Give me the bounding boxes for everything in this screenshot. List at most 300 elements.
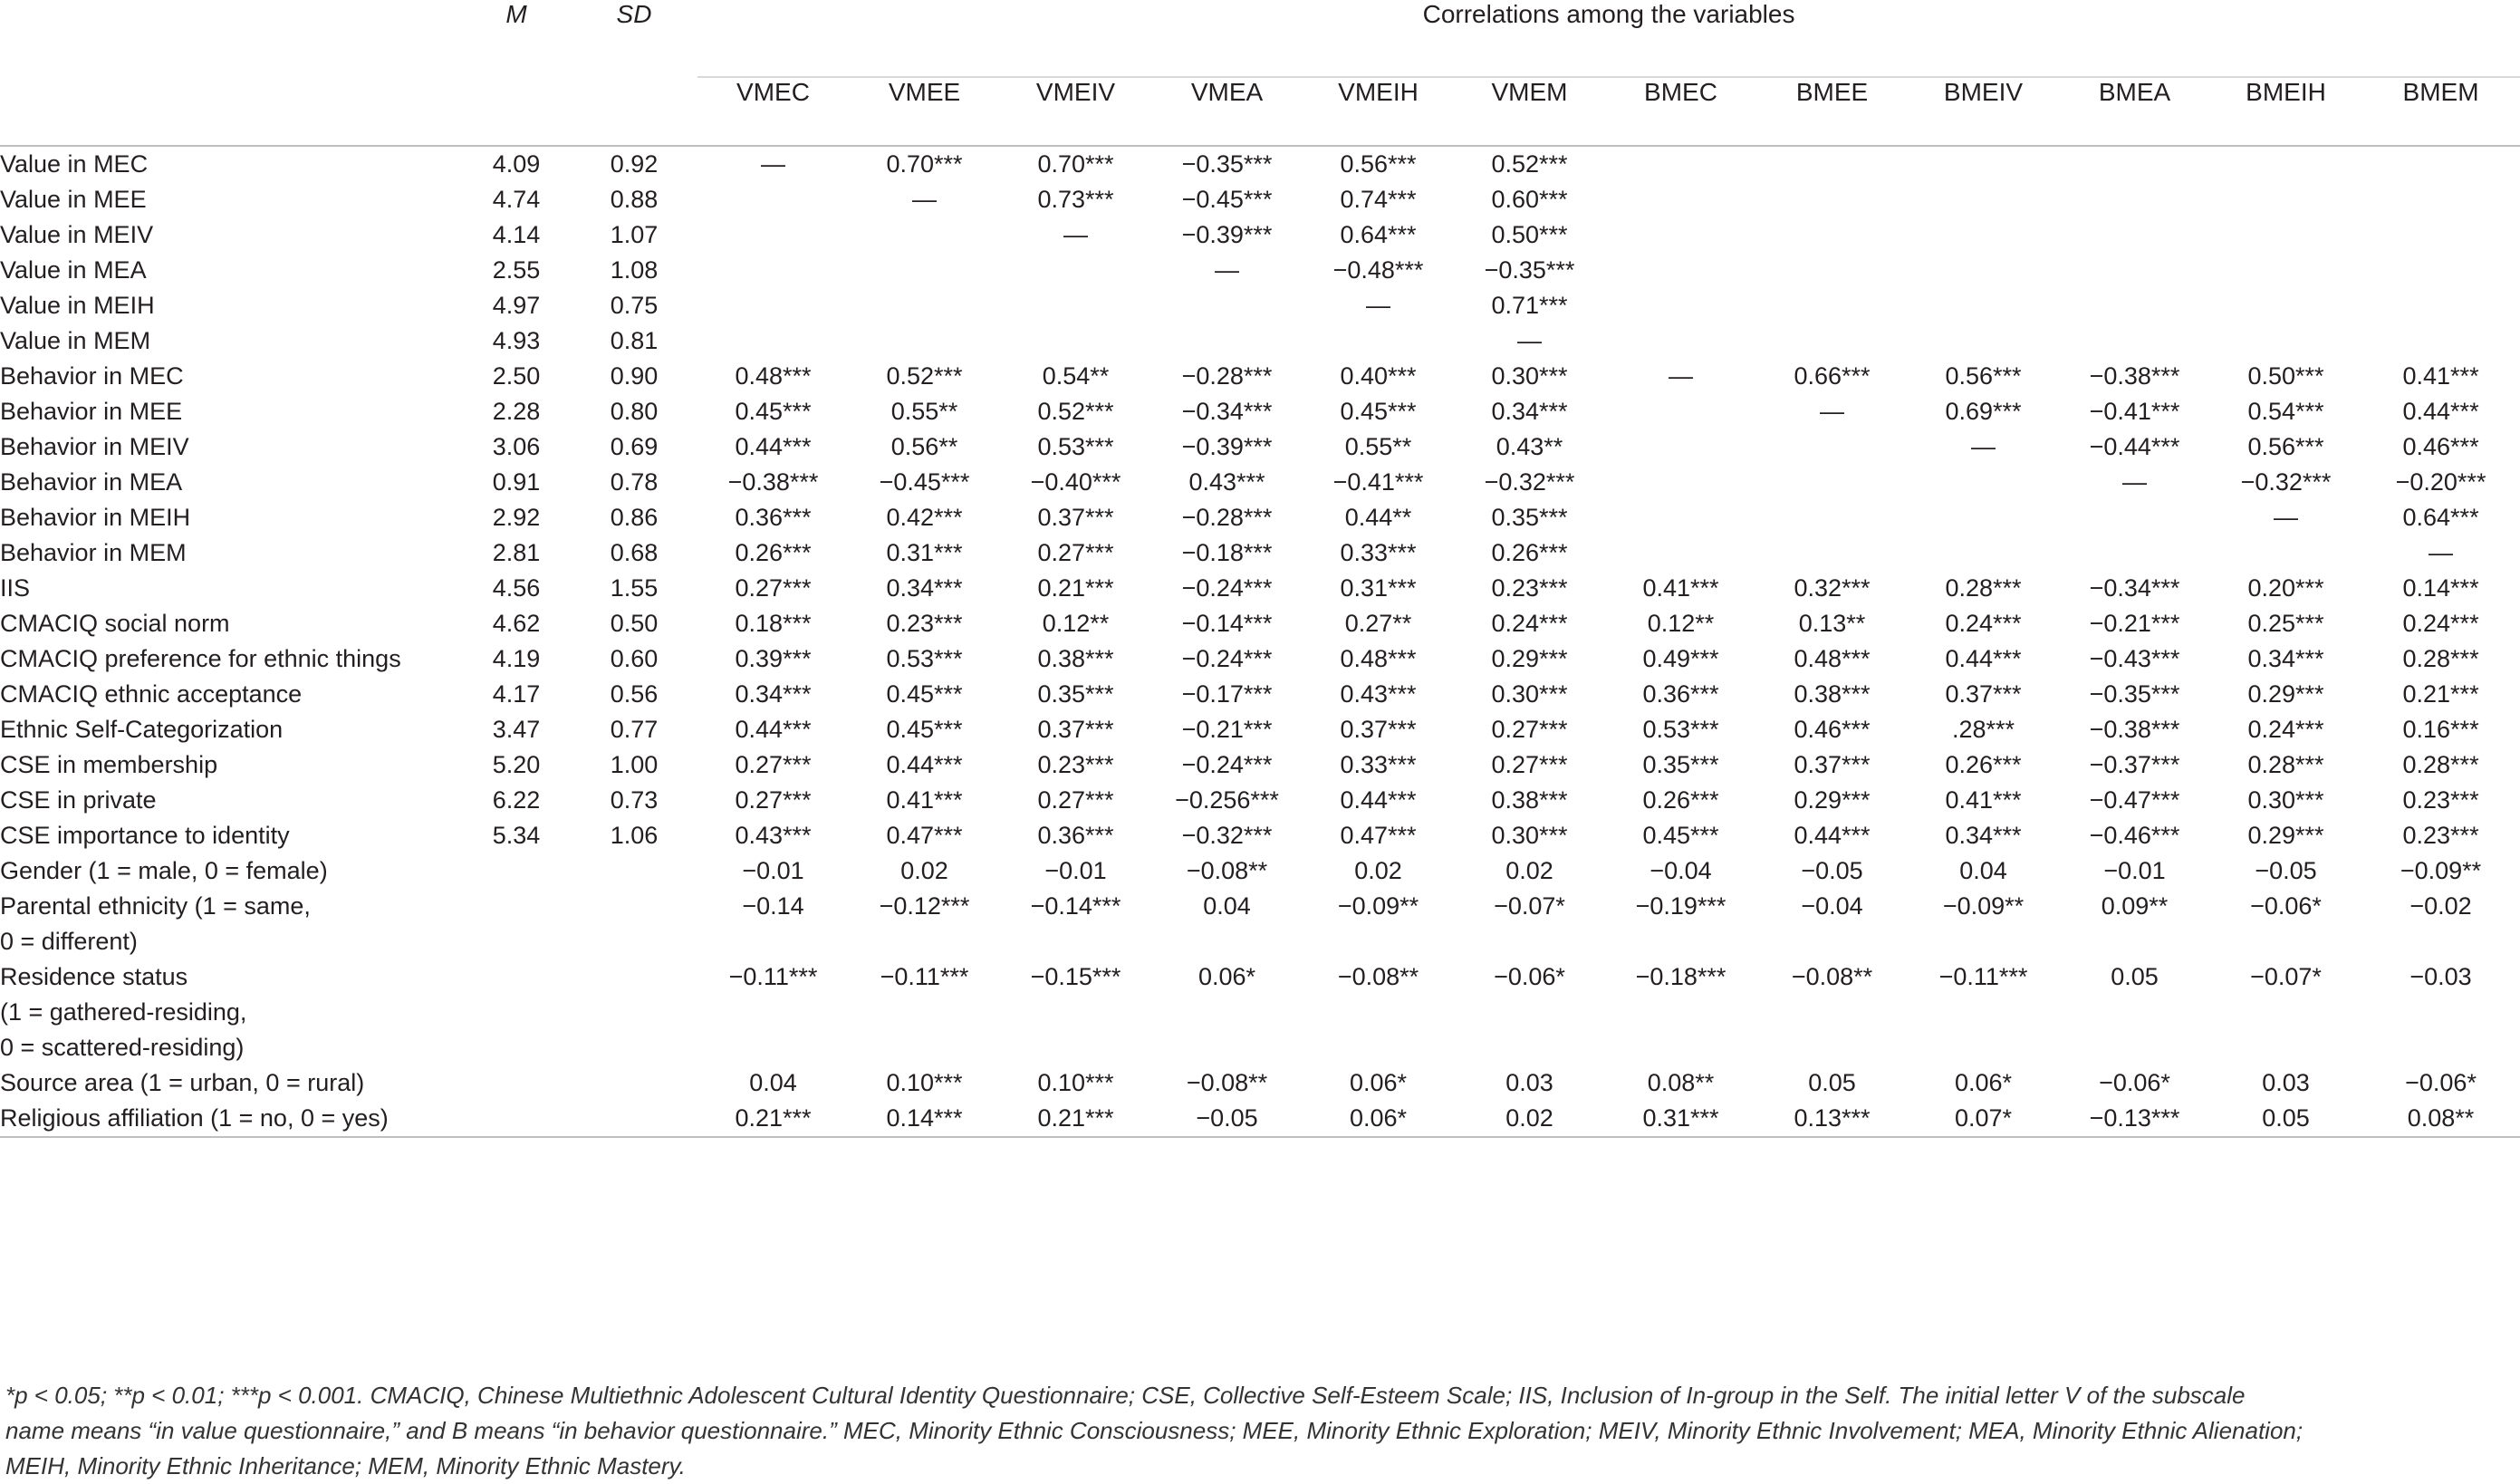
correlation-cell: −0.11***: [1938, 963, 2028, 990]
correlation-cell: −0.14***: [1030, 892, 1121, 920]
correlation-cell: 0.56***: [1945, 362, 2022, 390]
correlation-cell: 0.21***: [1037, 574, 1114, 602]
correlation-cell: 0.27***: [1037, 786, 1114, 814]
table-row: [0, 853, 2520, 889]
correlation-cell: 0.49***: [1642, 645, 1719, 672]
correlation-cell: [1605, 465, 1756, 500]
row-label-line: IIS: [0, 574, 31, 602]
correlation-cell: 0.44***: [735, 716, 812, 743]
correlation-cell: −0.03: [2409, 963, 2472, 990]
correlation-cell: —: [2274, 504, 2298, 531]
correlation-cell: −0.47***: [2089, 786, 2180, 814]
correlation-cell: [2210, 182, 2361, 217]
correlation-cell: −0.39***: [1181, 433, 1273, 460]
correlation-cell: 0.33***: [1340, 751, 1417, 778]
row-label-line: CMACIQ preference for ethnic things: [0, 645, 401, 672]
mean-value: 4.14: [492, 221, 541, 248]
correlation-cell: 0.34***: [2247, 645, 2324, 672]
correlation-cell: [1908, 146, 2059, 182]
correlation-cell: 0.54**: [1042, 362, 1110, 390]
sd-value: 1.55: [610, 574, 659, 602]
correlation-cell: 0.23***: [886, 610, 963, 637]
mean-value: [462, 1065, 571, 1101]
correlation-cell: 0.43***: [1188, 468, 1265, 496]
correlation-cell: 0.56**: [890, 433, 958, 460]
column-header: VMEM: [1454, 77, 1605, 146]
correlation-cell: [849, 288, 1000, 323]
row-label-line: CMACIQ social norm: [0, 610, 230, 637]
correlation-cell: 0.29***: [2247, 680, 2324, 708]
correlation-cell: 0.37***: [1037, 716, 1114, 743]
correlation-cell: 0.53***: [1037, 433, 1114, 460]
correlation-cell: [1908, 500, 2059, 535]
sd-value: 0.75: [610, 292, 659, 319]
correlation-cell: [849, 253, 1000, 288]
correlation-cell: 0.28***: [2402, 645, 2479, 672]
correlation-cell: [1908, 182, 2059, 217]
correlation-cell: −0.41***: [2089, 398, 2180, 425]
correlation-cell: −0.04: [1650, 857, 1712, 884]
footnote-line: name means “in value questionnaire,” and B means “in behavior questionnaire.” MEC, Minority Ethnic Consciousness; MEE, Minority Ethnic Exploration; MEIV, Minority Ethnic Involvement; MEA, Minority Ethnic Alienation;: [5, 1417, 2304, 1444]
correlation-cell: 0.09**: [2101, 892, 2169, 920]
correlation-cell: 0.35***: [1491, 504, 1568, 531]
correlation-cell: −0.19***: [1635, 892, 1726, 920]
correlation-cell: 0.26***: [1642, 786, 1719, 814]
table-row: [0, 677, 2520, 712]
correlation-cell: −0.05: [1801, 857, 1863, 884]
correlation-cell: −0.43***: [2089, 645, 2180, 672]
correlation-cell: [697, 253, 849, 288]
correlation-cell: 0.26***: [1491, 539, 1568, 566]
correlation-cell: 0.27***: [1037, 539, 1114, 566]
correlation-cell: [1756, 429, 1908, 465]
sd-value: [571, 1101, 697, 1137]
correlation-cell: 0.21***: [1000, 1101, 1151, 1137]
row-label-line: Value in MEE: [0, 186, 147, 213]
correlation-cell: 0.05: [1808, 1069, 1856, 1096]
header-blank: [462, 77, 571, 146]
sd-value: 1.08: [610, 256, 659, 284]
correlation-cell: [2059, 323, 2210, 359]
correlation-cell: [1756, 323, 1908, 359]
correlation-cell: 0.02: [1354, 857, 1402, 884]
correlation-cell: 0.46***: [1794, 716, 1871, 743]
correlation-cell: −0.28***: [1181, 362, 1273, 390]
correlation-cell: 0.24***: [1491, 610, 1568, 637]
sd-value: 0.69: [610, 433, 659, 460]
correlation-cell: 0.64***: [2402, 504, 2479, 531]
correlation-cell: −0.39***: [1181, 221, 1273, 248]
correlation-cell: 0.36***: [735, 504, 812, 531]
sd-value: 0.88: [610, 186, 659, 213]
correlation-cell: 0.08**: [2361, 1101, 2520, 1137]
header-blank: [571, 77, 697, 146]
sd-value: 0.80: [610, 398, 659, 425]
correlation-cell: 0.24***: [1945, 610, 2022, 637]
sd-value: [571, 1065, 697, 1101]
header-blank: [0, 0, 462, 77]
row-label-line: CMACIQ ethnic acceptance: [0, 680, 303, 708]
correlation-cell: −0.45***: [1181, 186, 1273, 213]
correlation-cell: 0.29***: [1491, 645, 1568, 672]
sd-value: 0.60: [610, 645, 659, 672]
correlation-cell: 0.45***: [1642, 822, 1719, 849]
correlation-cell: −0.08**: [1186, 1069, 1268, 1096]
sd-value: 0.50: [610, 610, 659, 637]
correlation-cell: [1605, 288, 1756, 323]
row-label: [0, 253, 462, 288]
sd-value: 0.92: [610, 150, 659, 178]
correlation-cell: 0.16***: [2402, 716, 2479, 743]
table-row: [0, 747, 2520, 783]
correlation-cell: 0.37***: [1945, 680, 2022, 708]
mean-header: M: [505, 0, 527, 28]
correlation-cell: −0.14: [742, 892, 804, 920]
correlation-cell: 0.32***: [1794, 574, 1871, 602]
table-row: [0, 217, 2520, 253]
mean-value: 4.74: [492, 186, 541, 213]
correlation-cell: —: [2429, 539, 2454, 566]
correlation-cell: 0.30***: [1491, 680, 1568, 708]
correlation-cell: 0.28***: [2402, 751, 2479, 778]
correlation-cell: −0.37***: [2089, 751, 2180, 778]
correlation-cell: 0.70***: [886, 150, 963, 178]
correlation-cell: −0.35***: [1181, 150, 1273, 178]
table-row: [0, 712, 2520, 747]
correlation-cell: 0.29***: [1794, 786, 1871, 814]
table-row: [0, 1065, 2520, 1101]
table-row: [0, 288, 2520, 323]
mean-value: 3.06: [492, 433, 541, 460]
correlation-cell: −0.18***: [1635, 963, 1726, 990]
correlation-cell: [1756, 253, 1908, 288]
correlation-cell: [1000, 323, 1151, 359]
correlation-cell: —: [912, 186, 937, 213]
header-blank: [0, 77, 462, 146]
correlation-cell: 0.44***: [2402, 398, 2479, 425]
correlation-cell: [1605, 217, 1756, 253]
mean-value: [462, 853, 571, 889]
row-label-line: Behavior in MEIH: [0, 504, 191, 531]
sd-value: [571, 853, 697, 889]
correlation-cell: 0.41***: [1945, 786, 2022, 814]
correlation-cell: −0.06*: [2250, 892, 2322, 920]
correlation-cell: [2361, 288, 2520, 323]
correlation-cell: −0.35***: [1484, 256, 1575, 284]
sd-value: 0.68: [610, 539, 659, 566]
correlation-cell: [1605, 146, 1756, 182]
correlation-cell: [1756, 288, 1908, 323]
row-label-line: CSE in membership: [0, 751, 218, 778]
row-label: [0, 641, 462, 677]
correlation-cell: [1151, 323, 1303, 359]
correlation-cell: [1756, 146, 1908, 182]
table-row: [0, 359, 2520, 394]
correlation-cell: −0.24***: [1181, 645, 1273, 672]
correlation-cell: 0.18***: [735, 610, 812, 637]
row-label: [0, 146, 462, 182]
correlation-cell: [2059, 217, 2210, 253]
mean-value: 5.20: [492, 751, 541, 778]
row-label-line: (1 = gathered-residing,: [0, 998, 247, 1026]
correlation-cell: 0.10***: [1037, 1069, 1114, 1096]
row-label: [0, 571, 462, 606]
row-label-line: Residence status: [0, 963, 188, 990]
correlation-cell: −0.14***: [1181, 610, 1273, 637]
correlation-cell: 0.52***: [1037, 398, 1114, 425]
correlation-cell: 0.13**: [1798, 610, 1866, 637]
correlation-cell: 0.37***: [1037, 504, 1114, 531]
correlation-cell: 0.26***: [1945, 751, 2022, 778]
table-row: [0, 606, 2520, 641]
correlation-cell: [2059, 288, 2210, 323]
correlation-cell: [1908, 217, 2059, 253]
correlation-cell: 0.43***: [1340, 680, 1417, 708]
correlation-cell: 0.38***: [1794, 680, 1871, 708]
footnote-line: MEIH, Minority Ethnic Inheritance; MEM, Minority Ethnic Mastery.: [5, 1452, 686, 1479]
column-header: BMEC: [1605, 77, 1756, 146]
mean-value: 4.97: [492, 292, 541, 319]
correlation-cell: [1605, 182, 1756, 217]
column-header: BMEM: [2361, 77, 2520, 146]
correlation-cell: [2361, 253, 2520, 288]
correlation-cell: [1605, 394, 1756, 429]
row-label-line: Source area (1 = urban, 0 = rural): [0, 1069, 365, 1096]
correlation-cell: 0.23***: [1037, 751, 1114, 778]
correlation-cell: —: [1971, 433, 1996, 460]
sd-value: 0.86: [610, 504, 659, 531]
correlation-cell: [849, 323, 1000, 359]
correlation-cell: −0.08**: [1337, 963, 1419, 990]
correlation-cell: 0.44***: [1794, 822, 1871, 849]
correlation-cell: [2059, 146, 2210, 182]
correlation-cell: −0.08**: [1186, 857, 1268, 884]
correlation-cell: [1605, 535, 1756, 571]
correlation-cell: 0.34***: [1491, 398, 1568, 425]
correlation-cell: −0.04: [1801, 892, 1863, 920]
correlation-cell: −0.21***: [2089, 610, 2180, 637]
table-row: [0, 1101, 2520, 1137]
correlation-cell: 0.47***: [886, 822, 963, 849]
correlation-cell: 0.04: [1959, 857, 2007, 884]
correlation-cell: −0.34***: [2089, 574, 2180, 602]
correlation-cell: [1000, 253, 1151, 288]
correlation-cell: [2059, 253, 2210, 288]
correlation-cell: 0.53***: [886, 645, 963, 672]
row-label: [0, 394, 462, 429]
row-label-line: Behavior in MEE: [0, 398, 183, 425]
correlation-cell: —: [1215, 256, 1239, 284]
correlation-cell: −0.01: [1044, 857, 1107, 884]
row-label: [0, 465, 462, 500]
correlation-cell: 0.34***: [1945, 822, 2022, 849]
correlation-cell: −0.06*: [2405, 1069, 2477, 1096]
table-body: [0, 146, 2520, 1137]
sd-value: 1.06: [610, 822, 659, 849]
correlation-cell: —: [1366, 292, 1390, 319]
sd-value: 0.56: [610, 680, 659, 708]
column-header: VMEA: [1151, 77, 1303, 146]
correlation-cell: 0.41***: [886, 786, 963, 814]
correlation-cell: 0.52***: [886, 362, 963, 390]
correlation-cell: 0.10***: [886, 1069, 963, 1096]
correlation-cell: —: [2122, 468, 2147, 496]
row-label-line: CSE importance to identity: [0, 822, 290, 849]
correlation-cell: 0.35***: [1037, 680, 1114, 708]
correlation-cell: −0.12***: [879, 892, 970, 920]
correlation-cell: −0.05: [2255, 857, 2317, 884]
correlation-cell: 0.37***: [1340, 716, 1417, 743]
table-row: [0, 465, 2520, 500]
correlation-cell: 0.27***: [735, 751, 812, 778]
correlation-cell: 0.53***: [1642, 716, 1719, 743]
correlation-cell: 0.23***: [2402, 786, 2479, 814]
correlation-cell: 0.69***: [1945, 398, 2022, 425]
correlation-cell: 0.04: [749, 1069, 797, 1096]
correlation-cell: 0.37***: [1794, 751, 1871, 778]
table-footnote: [5, 1378, 2451, 1484]
correlation-cell: 0.25***: [2247, 610, 2324, 637]
correlation-cell: 0.46***: [2402, 433, 2479, 460]
table-row: [0, 571, 2520, 606]
row-label-line: Gender (1 = male, 0 = female): [0, 857, 328, 884]
correlation-cell: 0.70***: [1037, 150, 1114, 178]
correlation-cell: [2059, 182, 2210, 217]
correlation-cell: [697, 288, 849, 323]
correlation-cell: [2210, 323, 2361, 359]
sd-value: [571, 889, 697, 959]
correlation-cell: [1605, 323, 1756, 359]
correlation-cell: 0.39***: [735, 645, 812, 672]
row-label: [0, 747, 462, 783]
mean-value: 5.34: [492, 822, 541, 849]
sd-value: 0.78: [610, 468, 659, 496]
correlation-cell: 0.27**: [1344, 610, 1412, 637]
mean-value: [462, 1101, 571, 1137]
correlation-cell: 0.30***: [1491, 822, 1568, 849]
row-label: [0, 535, 462, 571]
correlation-cell: −0.28***: [1181, 504, 1273, 531]
mean-value: 3.47: [492, 716, 541, 743]
correlation-cell: 0.34***: [735, 680, 812, 708]
correlation-cell: 0.44***: [1945, 645, 2022, 672]
correlation-cell: [1908, 535, 2059, 571]
header-row-columns: [0, 77, 2520, 146]
correlation-cell: 0.34***: [886, 574, 963, 602]
row-label-line: Value in MEA: [0, 256, 147, 284]
correlation-cell: −0.38***: [2089, 716, 2180, 743]
correlation-cell: 0.04: [1203, 892, 1251, 920]
correlation-cell: [2361, 182, 2520, 217]
correlation-cell: 0.66***: [1794, 362, 1871, 390]
correlation-cell: 0.38***: [1037, 645, 1114, 672]
correlation-cell: 0.02: [900, 857, 948, 884]
table-row: [0, 889, 2520, 959]
row-label: [0, 712, 462, 747]
row-label: [0, 889, 462, 959]
correlation-cell: 0.52***: [1491, 150, 1568, 178]
correlation-cell: 0.06*: [1954, 1069, 2013, 1096]
correlation-cell: 0.06*: [1349, 1069, 1408, 1096]
correlation-cell: −0.08**: [1791, 963, 1873, 990]
sd-header: SD: [616, 0, 652, 28]
table-row: [0, 500, 2520, 535]
row-label: [0, 818, 462, 853]
correlation-cell: −0.13***: [2059, 1101, 2210, 1137]
row-label-line: CSE in private: [0, 786, 157, 814]
mean-value: 4.62: [492, 610, 541, 637]
row-label: [0, 677, 462, 712]
mean-value: 2.50: [492, 362, 541, 390]
correlation-cell: 0.36***: [1037, 822, 1114, 849]
correlation-cell: 0.21***: [2402, 680, 2479, 708]
correlation-cell: 0.14***: [2402, 574, 2479, 602]
correlation-cell: 0.08**: [1647, 1069, 1715, 1096]
correlation-cell: −0.01: [742, 857, 804, 884]
correlation-cell: 0.74***: [1340, 186, 1417, 213]
correlation-cell: [1605, 500, 1756, 535]
correlation-cell: −0.07*: [1494, 892, 1565, 920]
correlation-cell: −0.06*: [1494, 963, 1565, 990]
correlation-cell: 0.71***: [1491, 292, 1568, 319]
correlation-cell: [1908, 465, 2059, 500]
correlation-cell: −0.18***: [1181, 539, 1273, 566]
correlation-cell: [1756, 465, 1908, 500]
mean-value: 2.81: [492, 539, 541, 566]
row-label: [0, 429, 462, 465]
sd-value: 1.00: [610, 751, 659, 778]
correlation-cell: 0.45***: [735, 398, 812, 425]
correlation-cell: 0.03: [1505, 1069, 1553, 1096]
correlation-cell: [2210, 535, 2361, 571]
correlation-cell: −0.38***: [2089, 362, 2180, 390]
correlation-cell: [1756, 182, 1908, 217]
correlation-cell: [2361, 323, 2520, 359]
correlation-cell: 0.02: [1505, 857, 1553, 884]
row-label: [0, 217, 462, 253]
correlation-cell: 0.43**: [1496, 433, 1563, 460]
correlation-cell: 0.05: [2111, 963, 2159, 990]
row-label: [0, 359, 462, 394]
correlation-cell: 0.64***: [1340, 221, 1417, 248]
column-header: VMEIH: [1303, 77, 1454, 146]
correlation-cell: 0.31***: [1605, 1101, 1756, 1137]
row-label: [0, 323, 462, 359]
sd-value: [571, 959, 697, 1065]
row-label-line: Behavior in MEIV: [0, 433, 189, 460]
correlation-cell: −0.21***: [1181, 716, 1273, 743]
correlation-cell: 0.45***: [886, 680, 963, 708]
row-label: [0, 1065, 462, 1101]
correlation-cell: 0.43***: [735, 822, 812, 849]
correlation-cell: 0.48***: [735, 362, 812, 390]
correlation-cell: −0.40***: [1030, 468, 1121, 496]
correlation-cell: −0.09**: [2400, 857, 2482, 884]
correlation-cell: 0.24***: [2402, 610, 2479, 637]
table-row: [0, 323, 2520, 359]
row-label-line: Value in MEIV: [0, 221, 154, 248]
correlation-cell: 0.05: [2210, 1101, 2361, 1137]
correlation-cell: −0.41***: [1332, 468, 1424, 496]
correlation-cell: −0.17***: [1181, 680, 1273, 708]
mean-value: 6.22: [492, 786, 541, 814]
row-label-line: Behavior in MEA: [0, 468, 183, 496]
correlation-cell: 0.56***: [2247, 433, 2324, 460]
table-row: [0, 535, 2520, 571]
correlation-cell: [2361, 146, 2520, 182]
correlation-cell: [2210, 253, 2361, 288]
correlation-cell: [1605, 253, 1756, 288]
